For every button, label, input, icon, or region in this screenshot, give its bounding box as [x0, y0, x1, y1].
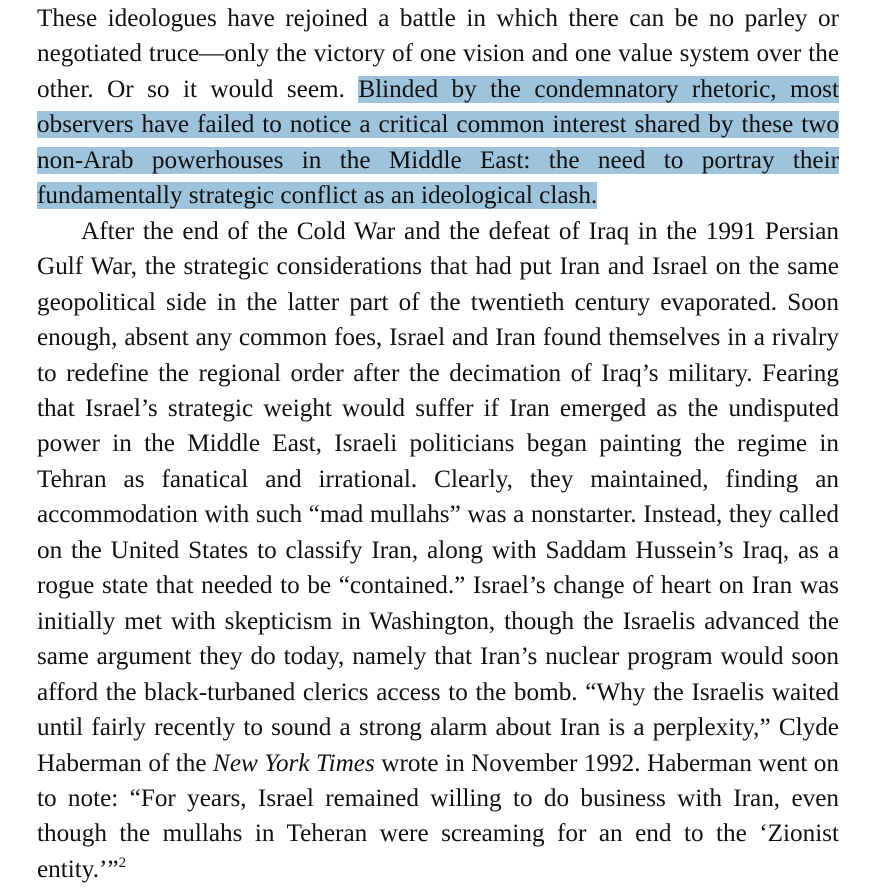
- paragraph-1: [37, 1, 839, 214]
- paragraph-2-text[interactable]: After the end of the Cold War and the defeat of Iraq in the 1991 Persian Gulf War, the strategic considerations that had put Iran and Israel on the same geopolitical side in the latter part of the twentieth century evaporated. Soon enough, absent any common foes, Israel and Iran found themselves in a rivalry to redefine the regional order after the decimation of Iraq’s military. Fearing that Israel’s strategic weight would suffer if Iran emerged as the undisputed power in the Middle East, Israeli politicians began painting the regime in Tehran as fanatical and irrational. Clearly, they maintained, finding an accommodation with such “mad mullahs” was a nonstarter. Instead, they called on the United States to classify Iran, along with Saddam Hussein’s Iraq, as a rogue state that needed to be “contained.” Israel’s change of heart on Iran was initially met with skepticism in Washington, though the Israelis advanced the same argument they do today, namely that Iran’s nuclear program would soon afford the black-turbaned clerics access to the bomb. “Why the Israelis waited until fairly recently to sound a strong alarm about Iran is a perplexity,” Clyde Haberman of the: [37, 217, 839, 777]
- paragraph-1-text[interactable]: These ideologues have rejoined a battle in which there can be no parley or negotiated truce—only the victory of one vision and one value system over the other. Or so it would seem.: [37, 5, 839, 103]
- paragraph-2-text-continued[interactable]: wrote in November 1992. Haberman went on to note: “For years, Israel remained willing to do business with Iran, even though the mullahs in Teheran were screaming for an end to the ‘Zionist entity.’”: [37, 749, 839, 883]
- publication-title[interactable]: New York Times: [213, 749, 375, 777]
- document-page: [37, 0, 839, 887]
- highlighted-passage[interactable]: Blinded by the condemnatory rhetoric, most observers have failed to notice a critical common interest shared by these two non-Arab powerhouses in the Middle East: the need to portray their fundamentally strategic conflict as an ideological clash.: [37, 75, 839, 210]
- paragraph-2: [37, 214, 839, 888]
- footnote-marker[interactable]: 2: [118, 854, 127, 871]
